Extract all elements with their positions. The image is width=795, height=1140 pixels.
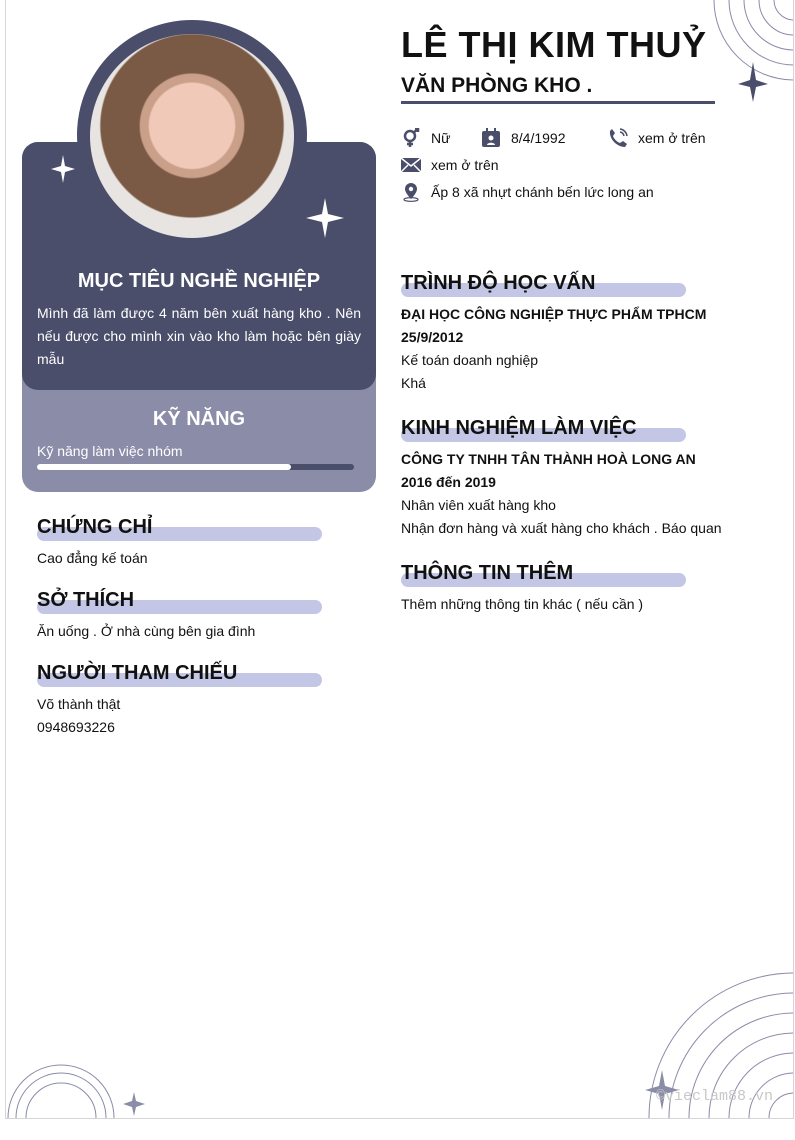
gender-icon [401, 128, 421, 148]
full-name: LÊ THỊ KIM THUỶ [401, 24, 707, 65]
education-date: 25/9/2012 [401, 329, 464, 345]
decorative-arcs-top [706, 0, 794, 110]
certificate-item: Cao đẳng kế toán [37, 550, 148, 566]
reference-phone: 0948693226 [37, 719, 115, 735]
calendar-icon [481, 128, 501, 148]
objective-title: MỤC TIÊU NGHỀ NGHIỆP [77, 270, 321, 292]
objective-text: Mình đã làm được 4 năm bên xuất hàng kho . Nên nếu được cho mình xin vào kho làm hoặc bên giày mẫu [37, 305, 361, 367]
address-value: Ấp 8 xã nhựt chánh bến lức long an [431, 184, 654, 200]
experience-company: CÔNG TY TNHH TÂN THÀNH HOÀ LONG AN [401, 451, 696, 467]
additional-text: Thêm những thông tin khác ( nếu cần ) [401, 596, 644, 612]
skill-bar-fill [37, 464, 291, 470]
education-grade: Khá [401, 375, 426, 391]
experience-position: Nhân viên xuất hàng kho [401, 497, 556, 513]
contact-address [401, 182, 654, 202]
phone-value: xem ở trên [638, 130, 706, 146]
certificates-title: CHỨNG CHỈ [37, 516, 153, 538]
reference-name: Võ thành thật [37, 696, 121, 712]
contact-birthday [481, 128, 566, 148]
education-major: Kế toán doanh nghiệp [401, 352, 539, 368]
phone-icon [608, 128, 628, 148]
hobbies-text: Ăn uống . Ở nhà cùng bên gia đình [37, 623, 256, 639]
avatar [90, 34, 294, 238]
skill-bar-track [37, 464, 354, 470]
experience-description: Nhận đơn hàng và xuất hàng cho khách . Báo quan [401, 520, 722, 536]
sparkle-icon [306, 198, 344, 238]
education-school: ĐẠI HỌC CÔNG NGHIỆP THỰC PHẨM TPHCM [401, 306, 707, 322]
skills-title: KỸ NĂNG [152, 408, 246, 430]
email-value: xem ở trên [431, 157, 499, 173]
title-divider [401, 101, 715, 104]
references-title: NGƯỜI THAM CHIẾU [37, 662, 238, 684]
gender-value: Nữ [431, 130, 451, 146]
experience-period: 2016 đến 2019 [401, 474, 496, 490]
location-pin-icon [401, 182, 421, 202]
contact-email [401, 155, 499, 175]
sparkle-icon [738, 62, 768, 102]
education-title: TRÌNH ĐỘ HỌC VẤN [401, 272, 596, 294]
watermark: ©vieclam88.vn [656, 1088, 774, 1105]
experience-title: KINH NGHIỆM LÀM VIỆC [401, 417, 637, 439]
sparkle-icon [51, 155, 75, 183]
job-title: VĂN PHÒNG KHO . [401, 74, 593, 97]
cv-page [5, 0, 794, 1119]
hobbies-title: SỞ THÍCH [37, 589, 135, 611]
email-icon [401, 155, 421, 175]
decorative-arcs-bottom-left [6, 1058, 156, 1118]
sparkle-icon [123, 1092, 145, 1116]
contact-gender [401, 128, 450, 148]
birthday-value: 8/4/1992 [511, 130, 566, 146]
contact-phone [608, 128, 706, 148]
additional-title: THÔNG TIN THÊM [401, 562, 574, 584]
skill-label: Kỹ năng làm việc nhóm [37, 443, 183, 459]
